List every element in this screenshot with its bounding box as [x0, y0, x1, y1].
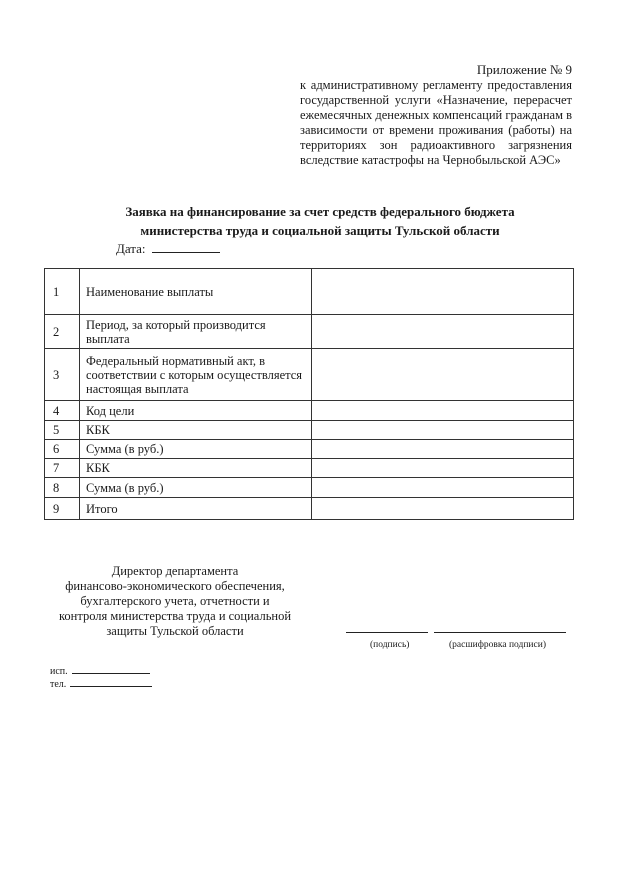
director-title: [50, 564, 300, 639]
director-line: защиты Тульской области: [106, 624, 244, 638]
table-row: [45, 269, 574, 315]
phone-field: [50, 678, 152, 690]
executor-label: исп.: [50, 666, 68, 677]
director-line: Директор департамента: [111, 564, 239, 578]
row-label: Сумма (в руб.): [80, 440, 312, 459]
table-row: [45, 421, 574, 440]
appendix-note: [300, 62, 572, 168]
row-label: Период, за который производится выплата: [80, 315, 312, 349]
row-value[interactable]: [312, 498, 574, 520]
row-number: 2: [45, 315, 80, 349]
table-row: [45, 349, 574, 401]
executor-blank-line[interactable]: [72, 665, 150, 674]
table-row: [45, 440, 574, 459]
row-value[interactable]: [312, 315, 574, 349]
row-value[interactable]: [312, 459, 574, 478]
signature-caption: (подпись): [370, 640, 410, 650]
row-label: КБК: [80, 421, 312, 440]
director-line: бухгалтерского учета, отчетности и: [80, 594, 270, 608]
row-number: 1: [45, 269, 80, 315]
row-value[interactable]: [312, 269, 574, 315]
row-number: 9: [45, 498, 80, 520]
row-label: КБК: [80, 459, 312, 478]
signature-decoding-line[interactable]: [434, 632, 566, 633]
phone-blank-line[interactable]: [70, 678, 152, 687]
document-title-line-2: министерства труда и социальной защиты Тульской области: [140, 223, 500, 238]
table-row: [45, 478, 574, 498]
date-blank-line[interactable]: [152, 241, 220, 253]
row-value[interactable]: [312, 478, 574, 498]
row-number: 4: [45, 401, 80, 421]
signature-line[interactable]: [346, 632, 428, 633]
row-label: Код цели: [80, 401, 312, 421]
table-row: [45, 498, 574, 520]
row-value[interactable]: [312, 401, 574, 421]
row-label: Федеральный нормативный акт, в соответствии с которым осуществляется настоящая выплата: [80, 349, 312, 401]
row-number: 7: [45, 459, 80, 478]
row-number: 6: [45, 440, 80, 459]
row-label: Наименование выплаты: [80, 269, 312, 315]
executor-field: [50, 665, 150, 677]
document-title-line-1: Заявка на финансирование за счет средств федерального бюджета: [125, 204, 515, 219]
row-label: Сумма (в руб.): [80, 478, 312, 498]
phone-label: тел.: [50, 679, 67, 690]
appendix-text: к административному регламенту предоставления государственной услуги «Назначение, перерасчет ежемесячных денежных компенсаций гражданам в зависимости от времени проживания (работы) на территориях зон радиоактивного загрязнения вследствие катастрофы на Чернобыльской АЭС»: [300, 78, 573, 167]
date-field: [116, 241, 220, 257]
table-row: [45, 401, 574, 421]
row-value[interactable]: [312, 421, 574, 440]
financing-request-table: [44, 268, 574, 520]
date-label: Дата:: [116, 241, 146, 256]
row-label: Итого: [80, 498, 312, 520]
row-number: 5: [45, 421, 80, 440]
table-row: [45, 315, 574, 349]
row-value[interactable]: [312, 440, 574, 459]
appendix-heading: Приложение № 9: [476, 62, 572, 77]
row-number: 3: [45, 349, 80, 401]
director-line: финансово-экономического обеспечения,: [65, 579, 285, 593]
director-line: контроля министерства труда и социальной: [58, 609, 292, 623]
table-row: [45, 459, 574, 478]
signature-decoding-caption: (расшифровка подписи): [449, 640, 546, 650]
row-value[interactable]: [312, 349, 574, 401]
row-number: 8: [45, 478, 80, 498]
